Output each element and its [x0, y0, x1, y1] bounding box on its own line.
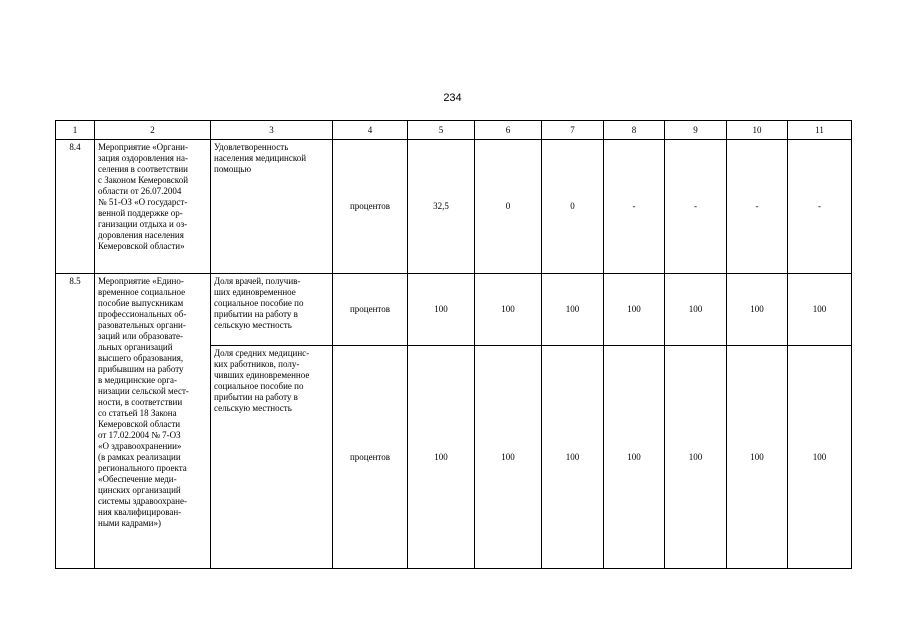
- value-cell: 100: [665, 274, 727, 346]
- measure-cell: Мероприятие «Едино- временное социальное пособие выпускникам профессиональных об- разовательных органи- заций или образовате- льных организаций высшего образования, прибывшим на работу в медицинские орга- низации сельской мест- ности, в соответствии со статьей 18 Закона Кемеровской области от 17.02.2004 № 7-ОЗ «О здравоохранении» (в рамках реализации регионального проекта «Обеспечение меди- цинских организаций системы здравоохране- ния квалифицирован- ными кадрами»): [95, 274, 211, 569]
- indicator-cell: Удовлетворенность населения медицинской помощью: [211, 140, 333, 274]
- value-cell: 100: [665, 346, 727, 569]
- value-cell: -: [727, 140, 788, 274]
- value-cell: 100: [475, 274, 542, 346]
- value-cell: 100: [475, 346, 542, 569]
- column-header: 2: [95, 121, 211, 140]
- value-cell: 0: [475, 140, 542, 274]
- value-cell: -: [788, 140, 852, 274]
- column-header: 9: [665, 121, 727, 140]
- value-cell: 100: [788, 274, 852, 346]
- measure-cell: Мероприятие «Органи- зация оздоровления на- селения в соответствии с Законом Кемеровской области от 26.07.2004 № 51-ОЗ «О государст- венной поддержке ор- ганизации отдыха и оз- доровления населения Кемеровской области»: [95, 140, 211, 274]
- value-cell: 100: [408, 274, 475, 346]
- column-header: 11: [788, 121, 852, 140]
- value-cell: 100: [604, 346, 665, 569]
- column-header: 1: [56, 121, 95, 140]
- column-header: 6: [475, 121, 542, 140]
- value-cell: 100: [408, 346, 475, 569]
- unit-cell: процентов: [333, 140, 408, 274]
- value-cell: 100: [604, 274, 665, 346]
- value-cell: 100: [542, 346, 604, 569]
- value-cell: -: [665, 140, 727, 274]
- table-header-row: [56, 121, 852, 140]
- table-row: [56, 140, 852, 274]
- value-cell: 100: [542, 274, 604, 346]
- table-row: [56, 274, 852, 346]
- column-header: 5: [408, 121, 475, 140]
- value-cell: 100: [727, 346, 788, 569]
- column-header: 8: [604, 121, 665, 140]
- value-cell: -: [604, 140, 665, 274]
- row-number: 8.5: [56, 274, 95, 569]
- value-cell: 0: [542, 140, 604, 274]
- column-header: 3: [211, 121, 333, 140]
- unit-cell: процентов: [333, 346, 408, 569]
- indicators-table: [55, 120, 852, 569]
- page-number: 234: [443, 92, 462, 104]
- column-header: 7: [542, 121, 604, 140]
- column-header: 10: [727, 121, 788, 140]
- value-cell: 100: [788, 346, 852, 569]
- value-cell: 32,5: [408, 140, 475, 274]
- value-cell: 100: [727, 274, 788, 346]
- indicator-cell: Доля врачей, получив- ших единовременное социальное пособие по прибытии на работу в сельскую местность: [211, 274, 333, 346]
- unit-cell: процентов: [333, 274, 408, 346]
- indicator-cell: Доля средних медицинс- ких работников, полу- чивших единовременное социальное пособие по прибытии на работу в сельскую местность: [211, 346, 333, 569]
- column-header: 4: [333, 121, 408, 140]
- row-number: 8.4: [56, 140, 95, 274]
